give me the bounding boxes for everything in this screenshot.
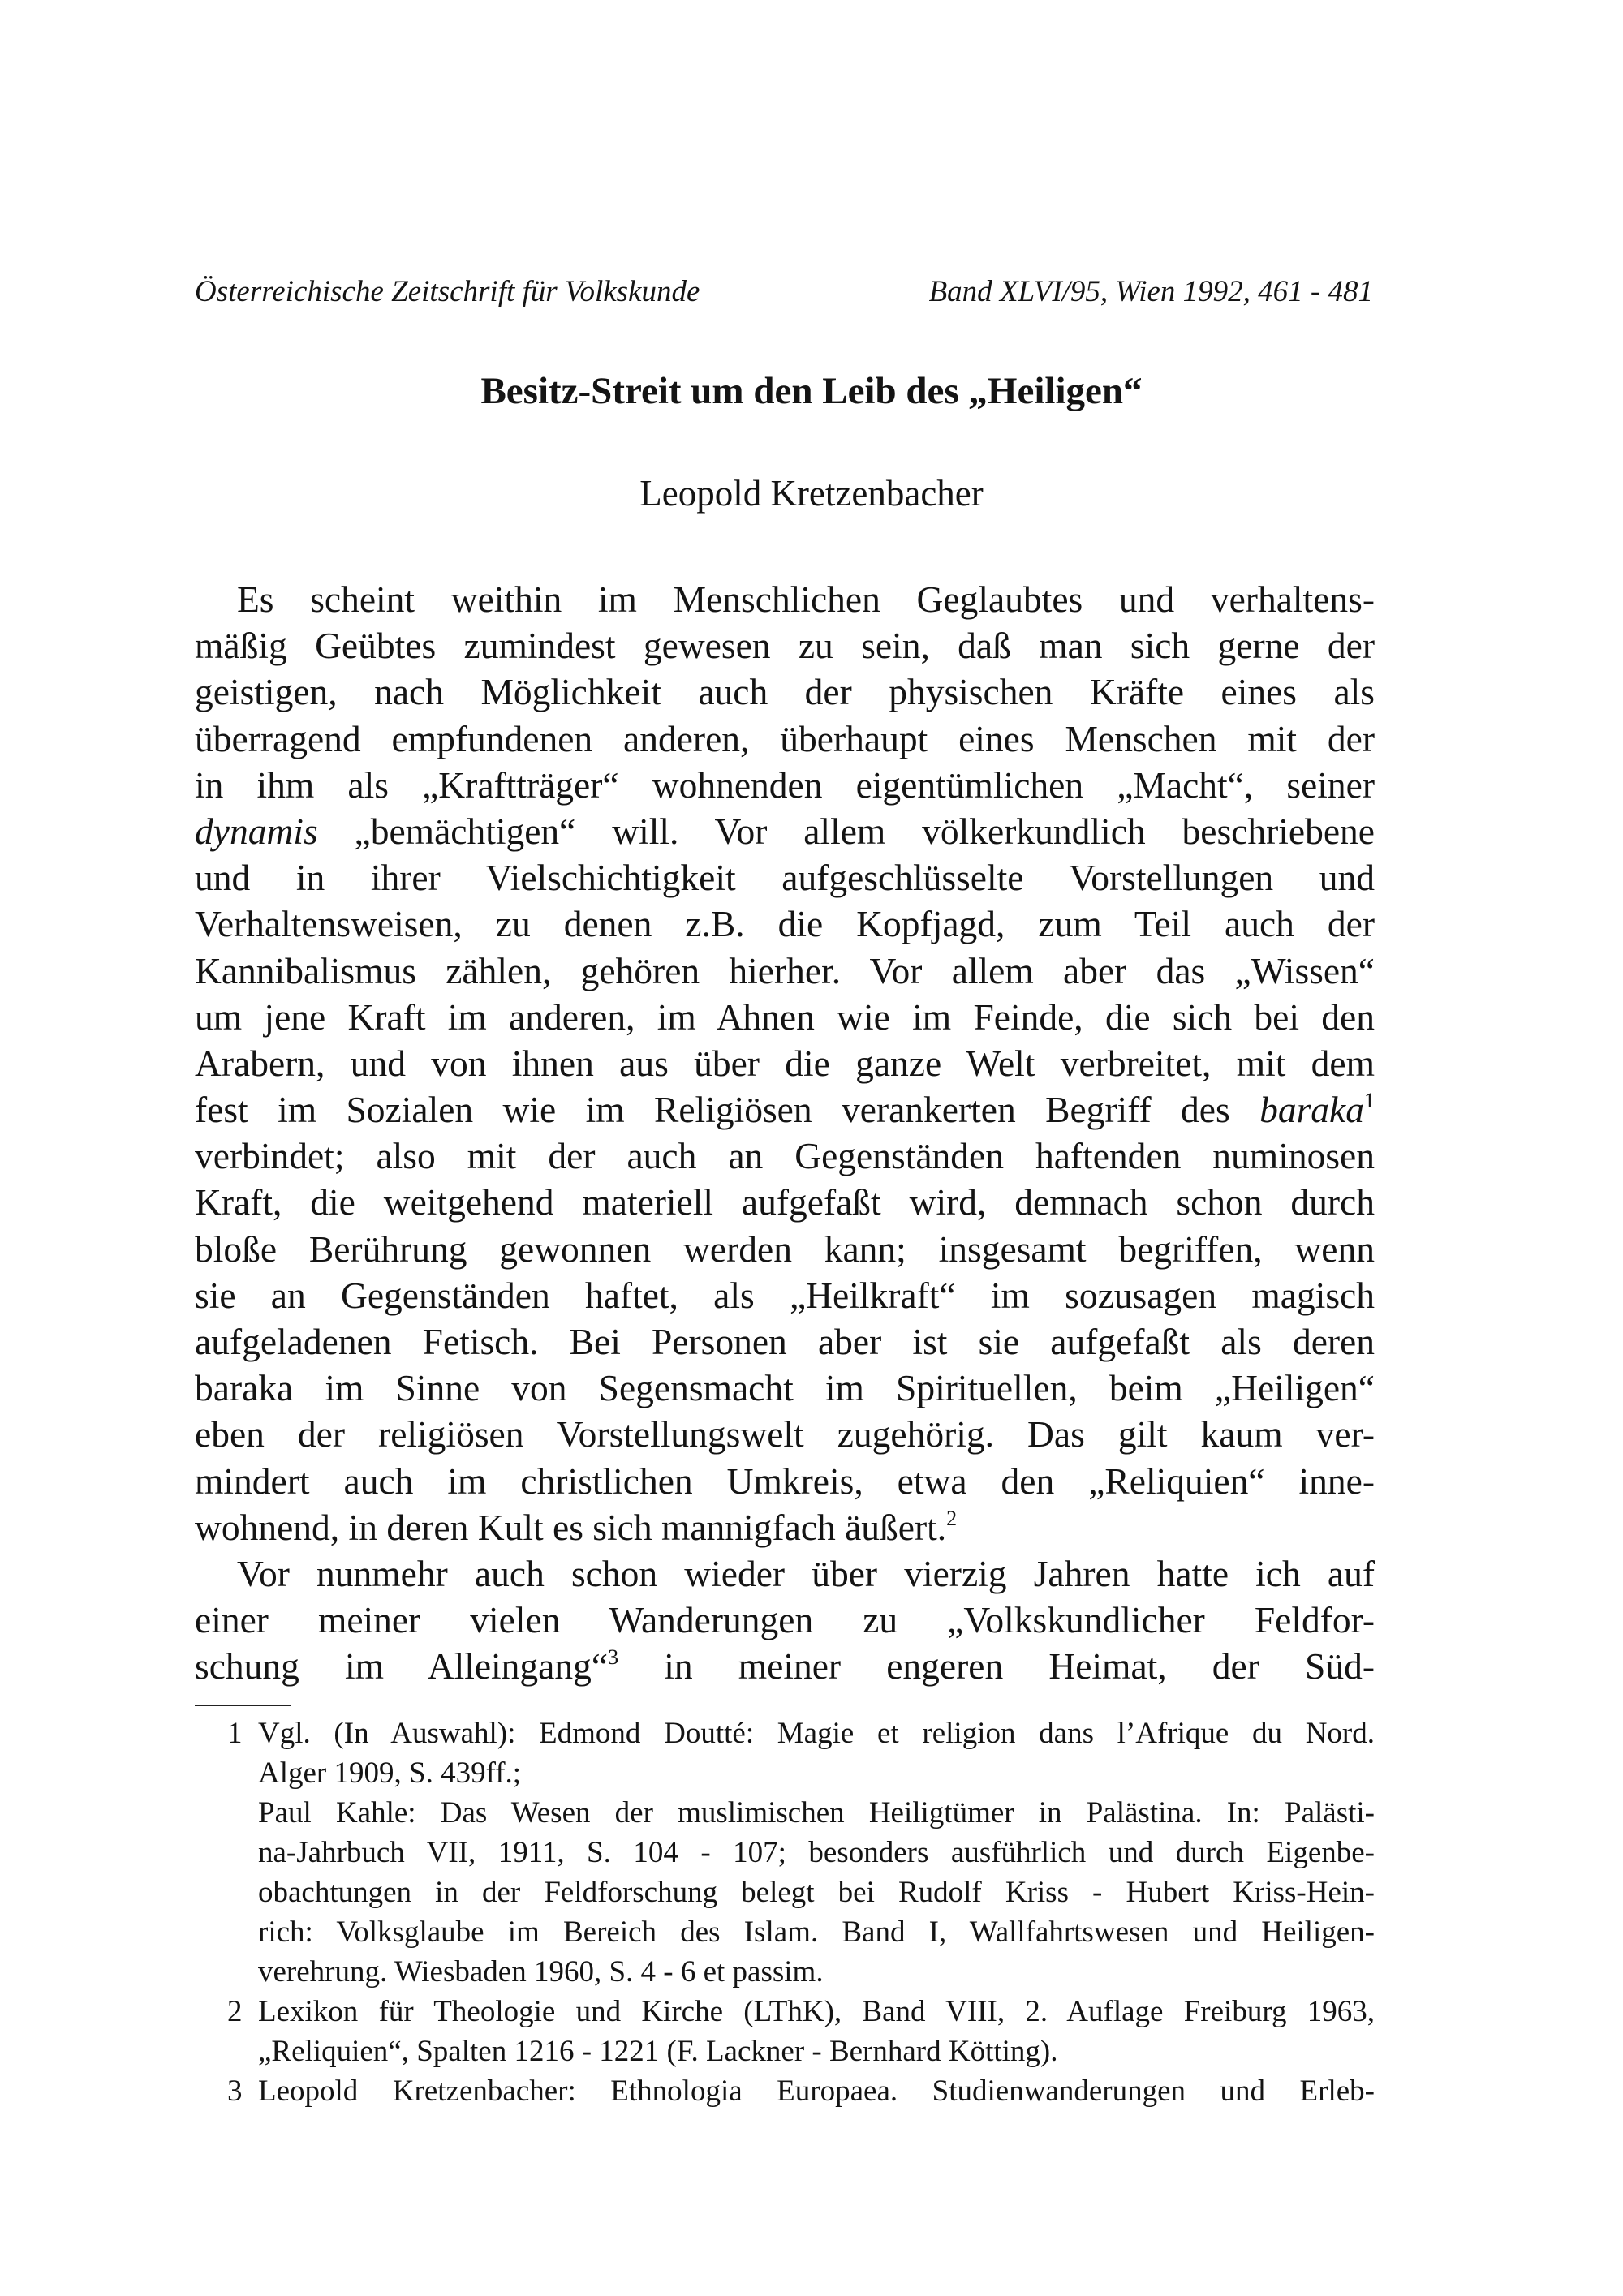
- footnote-text: na-Jahrbuch VII, 1911, S. 104 - 107; besonders ausführlich und durch Eigenbe-: [258, 1836, 1375, 1869]
- text-span: Kannibalismus zählen, gehören hierher. Vor allem aber das „Wissen“: [195, 949, 1375, 991]
- body-line: [195, 622, 1375, 669]
- footnote-text: Alger 1909, S. 439ff.;: [258, 1756, 522, 1790]
- text-span: Vor nunmehr auch schon wieder über vierzig Jahren hatte ich auf: [237, 1552, 1375, 1594]
- article-title: Besitz-Streit um den Leib des „Heiligen“: [480, 370, 1143, 412]
- text-span: in meiner engeren Heimat, der Süd-: [618, 1645, 1375, 1688]
- text-span: bloße Berührung gewonnen werden kann; insgesamt begriffen, wenn: [195, 1228, 1375, 1270]
- text-span: und in ihrer Vielschichtigkeit aufgeschlüsselte Vorstellungen und: [195, 857, 1375, 899]
- italic-term: baraka: [1259, 1089, 1364, 1131]
- body-line: [195, 1643, 1375, 1689]
- body-line: [195, 1086, 1375, 1133]
- footnote-line: [227, 1872, 1375, 1912]
- footnotes: [227, 1713, 1375, 2111]
- body-line: [195, 1550, 1375, 1597]
- text-span: mindert auch im christlichen Umkreis, etwa den „Reliquien“ inne-: [195, 1460, 1375, 1502]
- footnote-line: [227, 1833, 1375, 1872]
- footnote-ref: 3: [608, 1645, 619, 1670]
- footnote-number: 2: [227, 1995, 243, 2028]
- body-line: [195, 854, 1375, 901]
- text-span: sie an Gegenständen haftet, als „Heilkraft“ im sozusagen magisch: [195, 1274, 1375, 1316]
- text-span: fest im Sozialen wie im Religiösen verankerten Begriff des: [195, 1089, 1260, 1131]
- text-span: geistigen, nach Möglichkeit auch der physischen Kräfte eines als: [195, 671, 1375, 713]
- footnote-number: 1: [227, 1717, 243, 1750]
- footnote-text: Vgl. (In Auswahl): Edmond Doutté: Magie et religion dans l’Afrique du Nord.: [258, 1717, 1375, 1750]
- text-span: überragend empfundenen anderen, überhaupt eines Menschen mit der: [195, 717, 1375, 759]
- footnote-line: [227, 1952, 1375, 1992]
- text-span: eben der religiösen Vorstellungswelt zugehörig. Das gilt kaum ver-: [195, 1413, 1375, 1455]
- footnote-text: Leopold Kretzenbacher: Ethnologia Europaea. Studienwanderungen und Erleb-: [258, 2075, 1375, 2108]
- body-line: [195, 1040, 1375, 1086]
- journal-name: Österreichische Zeitschrift für Volkskunde: [195, 275, 700, 308]
- text-span: Kraft, die weitgehend materiell aufgefaßt wird, demnach schon durch: [195, 1181, 1375, 1223]
- body-line: [195, 1133, 1375, 1179]
- text-span: in ihm als „Kraftträger“ wohnenden eigentümlichen „Macht“, seiner: [195, 763, 1375, 806]
- body-line: [195, 1272, 1375, 1318]
- italic-term: dynamis: [195, 810, 318, 852]
- footnote-line: [227, 1793, 1375, 1833]
- body-line: [195, 1504, 1375, 1550]
- text-span: aufgeladenen Fetisch. Bei Personen aber ist sie aufgefaßt als deren: [195, 1321, 1375, 1362]
- body-line: [195, 1411, 1375, 1457]
- text-span: um jene Kraft im anderen, im Ahnen wie im Feinde, die sich bei den: [195, 995, 1375, 1038]
- footnote-text: Paul Kahle: Das Wesen der muslimischen Heiligtümer in Palästina. In: Palästi-: [258, 1796, 1375, 1829]
- footnote-line: [227, 1713, 1375, 1753]
- text-span: baraka im Sinne von Segensmacht im Spirituellen, beim „Heiligen“: [195, 1367, 1375, 1409]
- text-span: Es scheint weithin im Menschlichen Geglaubtes und verhaltens-: [237, 578, 1375, 620]
- body-line: [195, 1458, 1375, 1504]
- body-line: [195, 994, 1375, 1040]
- footnote-line: [227, 2032, 1375, 2071]
- body-line: [195, 1365, 1375, 1411]
- volume-info: Band XLVI/95, Wien 1992, 461 - 481: [928, 275, 1373, 308]
- footnote-line: [227, 1753, 1375, 1793]
- text-span: Arabern, und von ihnen aus über die ganze Welt verbreitet, mit dem: [195, 1042, 1375, 1084]
- body-line: [195, 1318, 1375, 1365]
- body-line: [195, 948, 1375, 994]
- article-author: Leopold Kretzenbacher: [639, 473, 984, 514]
- footnote-ref: 1: [1364, 1089, 1375, 1113]
- body-text: [195, 576, 1375, 1690]
- footnote-text: obachtungen in der Feldforschung belegt bei Rudolf Kriss - Hubert Kriss-Hein-: [258, 1876, 1375, 1909]
- body-line: [195, 716, 1375, 762]
- body-line: [195, 1179, 1375, 1225]
- footnote-divider: [195, 1705, 291, 1706]
- footnote-line: [227, 1992, 1375, 2032]
- text-span: schung im Alleingang“: [195, 1645, 609, 1688]
- body-line: [195, 901, 1375, 947]
- text-span: wohnend, in deren Kult es sich mannigfach äußert.: [195, 1506, 947, 1548]
- text-span: mäßig Geübtes zumindest gewesen zu sein, daß man sich gerne der: [195, 625, 1375, 667]
- running-header: [195, 274, 1373, 309]
- text-span: „bemächtigen“ will. Vor allem völkerkundlich beschriebene: [317, 810, 1375, 852]
- body-line: [195, 669, 1375, 715]
- body-line: [195, 1597, 1375, 1643]
- footnote-number: 3: [227, 2075, 243, 2108]
- body-line: [195, 1226, 1375, 1272]
- footnote-text: rich: Volksglaube im Bereich des Islam. Band I, Wallfahrtswesen und Heiligen-: [258, 1915, 1375, 1949]
- body-line: [195, 762, 1375, 808]
- text-span: verbindet; also mit der auch an Gegenständen haftenden numinosen: [195, 1135, 1375, 1177]
- body-line: [195, 808, 1375, 854]
- footnote-text: „Reliquien“, Spalten 1216 - 1221 (F. Lackner - Bernhard Kötting).: [258, 2035, 1058, 2068]
- footnote-line: [227, 1912, 1375, 1952]
- footnote-text: verehrung. Wiesbaden 1960, S. 4 - 6 et passim.: [258, 1955, 824, 1989]
- footnote-ref: 2: [946, 1506, 958, 1530]
- text-span: einer meiner vielen Wanderungen zu „Volkskundlicher Feldfor-: [195, 1599, 1375, 1641]
- footnote-line: [227, 2071, 1375, 2111]
- body-line: [195, 576, 1375, 622]
- footnote-text: Lexikon für Theologie und Kirche (LThK), Band VIII, 2. Auflage Freiburg 1963,: [258, 1995, 1375, 2028]
- text-span: Verhaltensweisen, zu denen z.B. die Kopfjagd, zum Teil auch der: [195, 903, 1375, 945]
